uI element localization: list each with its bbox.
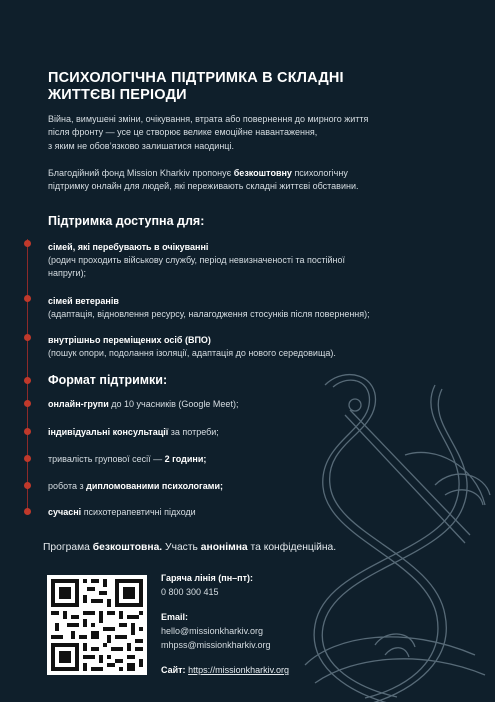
caduceus-ornament (285, 365, 495, 702)
program-text: Участь (162, 542, 201, 553)
page-title (48, 70, 448, 104)
support-item (48, 295, 458, 321)
support-item-title: внутрішньо переміщених осіб (ВПО) (48, 335, 211, 345)
timeline-dot (24, 455, 31, 462)
format-bold: 2 години; (164, 454, 207, 464)
timeline-line (27, 239, 28, 381)
email-link[interactable]: hello@missionkharkiv.org (161, 626, 264, 636)
support-heading: Підтримка доступна для: (48, 214, 205, 228)
timeline-dot (24, 295, 31, 302)
format-text: тривалість групової сесії — (48, 454, 165, 464)
format-bold: онлайн-групи (48, 399, 109, 409)
site-label: Сайт: (161, 665, 186, 675)
qr-code[interactable] (47, 575, 147, 675)
format-item (48, 427, 219, 437)
program-note (43, 542, 336, 553)
email-link[interactable]: mhpss@missionkharkiv.org (161, 640, 271, 650)
support-item-desc: (родич проходить військову службу, період невизначеності та постійної (48, 254, 345, 265)
offer-paragraph (48, 167, 448, 194)
format-item (48, 507, 196, 517)
title-line-1: ПСИХОЛОГІЧНА ПІДТРИМКА В СКЛАДНІ (48, 70, 344, 86)
support-item-title: сімей ветеранів (48, 296, 119, 306)
format-text: до 10 учасників (Google Meet); (108, 399, 239, 409)
intro-line: Війна, вимушені зміни, очікування, втрата або повернення до мирного життя (48, 114, 369, 124)
support-item (48, 334, 458, 360)
site-row (161, 665, 289, 675)
hotline-label: Гаряча лінія (пн–пт): (161, 573, 253, 583)
offer-bold: безкоштовну (233, 168, 292, 178)
format-text: за потреби; (168, 427, 219, 437)
format-item (48, 481, 223, 491)
intro-line: після фронту — усе це створює велике емоційне навантаження, (48, 127, 318, 138)
offer-text: психологічну (291, 168, 348, 178)
support-item-desc: (адаптація, відновлення ресурсу, налагодження стосунків після повернення); (48, 308, 370, 319)
program-bold: безкоштовна. (92, 542, 163, 553)
format-bold: сучасні (48, 507, 82, 517)
site-link[interactable]: https://missionkharkiv.org (188, 665, 289, 675)
program-bold: анонімна (200, 542, 248, 553)
format-item (48, 454, 206, 464)
format-text: психотерапевтичні підходи (81, 507, 196, 517)
program-text: та конфіденційна. (247, 542, 337, 553)
email-label: Email: (161, 612, 189, 622)
intro-paragraph (48, 113, 448, 153)
support-item-title: сімей, які перебувають в очікуванні (48, 242, 209, 252)
offer-text: Благодійний фонд Mission Kharkiv пропонує (48, 168, 234, 178)
program-text: Програма (43, 542, 93, 553)
format-bold: дипломованими психологами; (86, 481, 223, 491)
timeline-dot (24, 508, 31, 515)
hotline-number[interactable]: 0 800 300 415 (161, 587, 219, 597)
timeline-dot (24, 482, 31, 489)
format-bold: індивідуальні консультації (48, 427, 169, 437)
format-item (48, 399, 238, 409)
title-line-2: ЖИТТЄВІ ПЕРІОДИ (48, 87, 187, 103)
format-text: робота з (48, 481, 87, 491)
support-item-desc: (пошук опори, подолання ізоляції, адаптація до нового середовища). (48, 347, 336, 358)
timeline-dot (24, 240, 31, 247)
timeline-dot (24, 428, 31, 435)
offer-text: підтримку онлайн для людей, які переживають складні життєві обставини. (48, 181, 359, 192)
intro-line: з яким не обов’язково залишатися наодинці. (48, 140, 234, 151)
format-heading: Формат підтримки: (48, 373, 168, 387)
timeline-dot (24, 400, 31, 407)
support-item (48, 241, 458, 279)
timeline-dot (24, 377, 31, 384)
support-item-desc: напруги); (48, 267, 87, 278)
timeline-dot (24, 334, 31, 341)
